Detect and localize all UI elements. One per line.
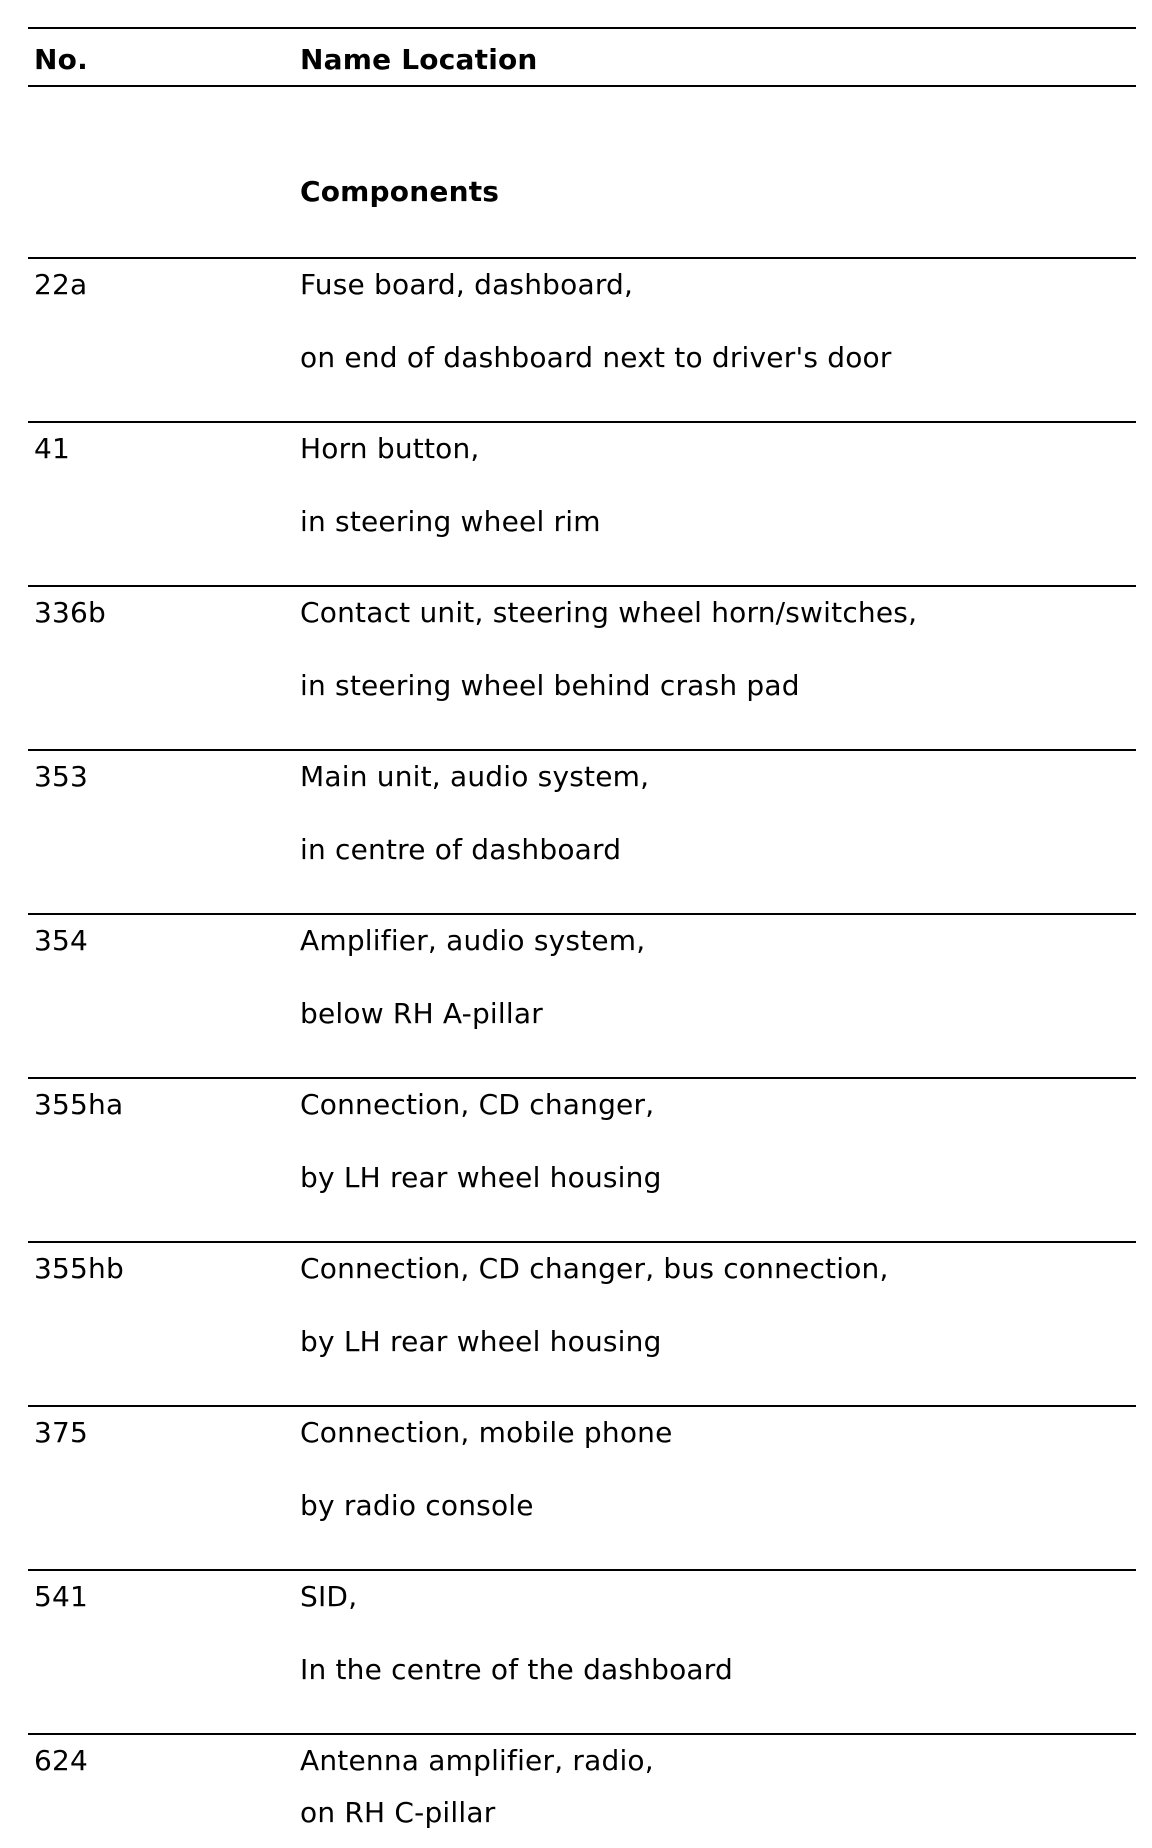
row-name: Connection, mobile phone xyxy=(300,1416,673,1449)
header-top-rule xyxy=(28,27,1136,29)
row-location: on end of dashboard next to driver's door xyxy=(300,341,892,374)
row-location: on RH C-pillar xyxy=(300,1796,496,1829)
row-number: 541 xyxy=(34,1580,89,1613)
row-number: 624 xyxy=(34,1744,89,1777)
row-name: SID, xyxy=(300,1580,358,1613)
row-name: Antenna amplifier, radio, xyxy=(300,1744,654,1777)
row-name: Connection, CD changer, xyxy=(300,1088,655,1121)
row-location: in centre of dashboard xyxy=(300,833,622,866)
row-location: by radio console xyxy=(300,1489,534,1522)
row-number: 355ha xyxy=(34,1088,124,1121)
row-number: 355hb xyxy=(34,1252,124,1285)
row-divider xyxy=(28,257,1136,259)
row-divider xyxy=(28,1077,1136,1079)
row-divider xyxy=(28,421,1136,423)
row-name: Connection, CD changer, bus connection, xyxy=(300,1252,889,1285)
header-bottom-rule xyxy=(28,85,1136,87)
row-name: Fuse board, dashboard, xyxy=(300,268,634,301)
row-name: Horn button, xyxy=(300,432,480,465)
row-location: in steering wheel behind crash pad xyxy=(300,669,800,702)
row-location: in steering wheel rim xyxy=(300,505,601,538)
column-header-name-location: Name Location xyxy=(300,43,538,76)
row-divider xyxy=(28,585,1136,587)
row-location: In the centre of the dashboard xyxy=(300,1653,733,1686)
row-number: 336b xyxy=(34,596,107,629)
row-number: 354 xyxy=(34,924,89,957)
row-divider xyxy=(28,749,1136,751)
row-location: below RH A-pillar xyxy=(300,997,543,1030)
row-name: Main unit, audio system, xyxy=(300,760,650,793)
row-divider xyxy=(28,1733,1136,1735)
row-divider xyxy=(28,1241,1136,1243)
row-number: 375 xyxy=(34,1416,89,1449)
row-number: 22a xyxy=(34,268,88,301)
section-title: Components xyxy=(300,175,500,208)
row-divider xyxy=(28,1405,1136,1407)
row-location: by LH rear wheel housing xyxy=(300,1325,662,1358)
row-divider xyxy=(28,913,1136,915)
row-number: 353 xyxy=(34,760,89,793)
row-location: by LH rear wheel housing xyxy=(300,1161,662,1194)
row-number: 41 xyxy=(34,432,71,465)
row-name: Amplifier, audio system, xyxy=(300,924,646,957)
row-name: Contact unit, steering wheel horn/switches, xyxy=(300,596,918,629)
column-header-no: No. xyxy=(34,43,88,76)
row-divider xyxy=(28,1569,1136,1571)
